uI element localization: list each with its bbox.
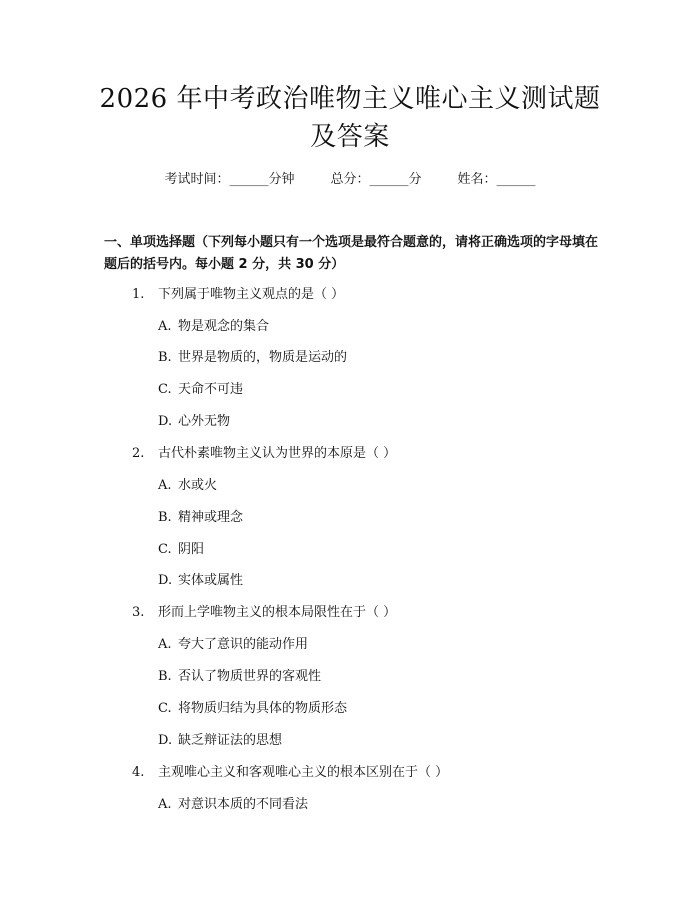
option-text: 世界是物质的，物质是运动的 (178, 350, 348, 365)
question-item (132, 761, 448, 780)
option-letter: D. (158, 573, 173, 588)
option-item (158, 729, 282, 748)
option-text: 对意识本质的不同看法 (178, 797, 309, 812)
total-score-field: 总分：______分 (330, 172, 422, 187)
option-text: 缺乏辩证法的思想 (178, 733, 283, 748)
question-text: 主观唯心主义和客观唯心主义的根本区别在于（ ） (158, 765, 449, 780)
question-text: 古代朴素唯物主义认为世界的本原是（ ） (158, 446, 397, 461)
option-letter: A. (158, 797, 172, 812)
option-letter: B. (158, 350, 172, 365)
option-text: 精神或理念 (178, 510, 244, 525)
question-number: 3. (132, 605, 145, 620)
option-letter: C. (158, 701, 172, 716)
option-item (158, 474, 217, 493)
document-title: 2026 年中考政治唯物主义唯心主义测试题及答案 (99, 84, 601, 152)
exam-info-line (0, 168, 700, 187)
option-letter: B. (158, 510, 172, 525)
question-item (132, 283, 344, 302)
option-item (158, 538, 204, 557)
option-item (158, 315, 269, 334)
student-name-field: 姓名：______ (457, 172, 536, 187)
option-text: 水或火 (178, 478, 218, 493)
question-number: 2. (132, 446, 145, 461)
section-heading: 一、单项选择题（下列每小题只有一个选项是最符合题意的，请将正确选项的字母填在题后的括号内。每小题 2 分，共 30 分） (104, 235, 599, 272)
question-item (132, 601, 396, 620)
option-letter: A. (158, 319, 172, 334)
option-letter: B. (158, 669, 172, 684)
option-letter: A. (158, 478, 172, 493)
exam-time-field: 考试时间：______分钟 (164, 172, 295, 187)
option-item (158, 569, 243, 588)
question-text: 下列属于唯物主义观点的是（ ） (158, 287, 345, 302)
option-text: 否认了物质世界的客观性 (178, 669, 322, 684)
option-text: 实体或属性 (178, 573, 244, 588)
option-letter: C. (158, 382, 172, 397)
option-item (158, 346, 347, 365)
question-number: 4. (132, 765, 145, 780)
option-text: 阴阳 (178, 542, 205, 557)
option-item (158, 633, 308, 652)
option-text: 夸大了意识的能动作用 (178, 637, 309, 652)
option-text: 将物质归结为具体的物质形态 (178, 701, 348, 716)
option-letter: C. (158, 542, 172, 557)
option-letter: D. (158, 414, 173, 429)
option-item (158, 410, 230, 429)
option-letter: D. (158, 733, 173, 748)
question-item (132, 442, 396, 461)
option-item (158, 506, 243, 525)
question-number: 1. (132, 287, 145, 302)
option-text: 物是观念的集合 (178, 319, 270, 334)
option-text: 心外无物 (178, 414, 231, 429)
option-item (158, 378, 243, 397)
option-item (158, 793, 308, 812)
option-letter: A. (158, 637, 172, 652)
question-text: 形而上学唯物主义的根本局限性在于（ ） (158, 605, 397, 620)
option-item (158, 665, 321, 684)
option-text: 天命不可违 (178, 382, 244, 397)
option-item (158, 697, 347, 716)
